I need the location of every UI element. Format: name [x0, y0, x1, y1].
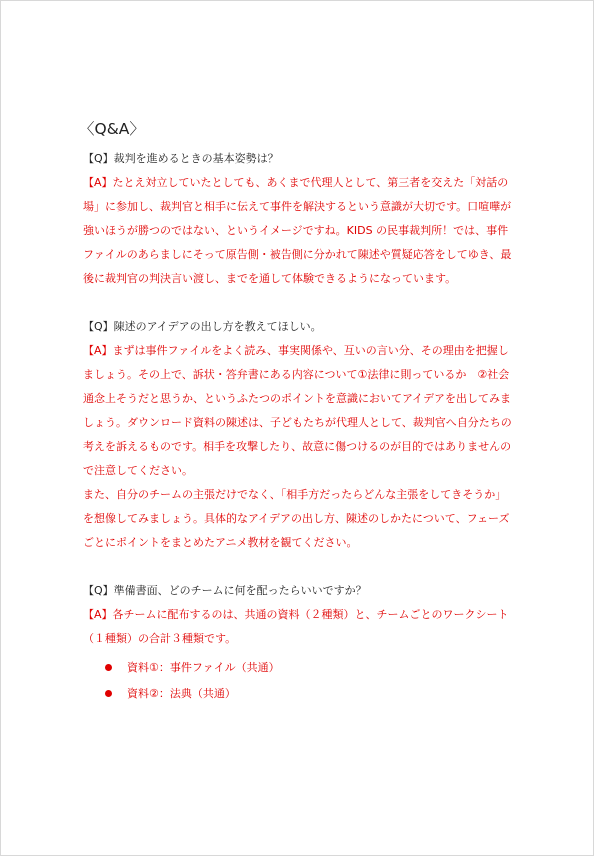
qa-block-3	[83, 579, 515, 707]
answer-2	[83, 339, 515, 555]
qa-content	[79, 119, 515, 731]
question-1: 【Q】裁判を進めるときの基本姿勢は？	[83, 152, 279, 165]
list-item	[105, 655, 515, 681]
answer-3-paragraph-1: 【A】各チームに配布するのは、共通の資料（２種類）と、チームごとのワークシート（１種類）の合計３種類です。	[83, 608, 509, 645]
qa-block-1	[83, 147, 515, 291]
list-item	[105, 681, 515, 707]
material-list	[83, 655, 515, 707]
answer-2-paragraph-1: 【A】まずは事件ファイルをよく読み、事実関係や、互いの言い分、その理由を把握しましょう。その上で、訴状・答弁書にある内容について①法律に則っているか ②社会通念上そうだと思うか、というふたつのポイントを意識においてアイデアを出してみましょう。ダウンロード資料の陳述は、子どもたちが代理人として、裁判官へ自分たちの考えを訴えるものです。相手を攻撃したり、故意に傷つけるのが目的ではありませんので注意してください。	[83, 344, 512, 477]
qa-heading: 〈Q&A〉	[79, 120, 145, 138]
qa-block-2	[83, 315, 515, 555]
answer-3	[83, 603, 515, 651]
question-3: 【Q】準備書面、どのチームに何を配ったらいいですか？	[83, 584, 367, 597]
bullet-icon	[105, 690, 112, 697]
answer-1	[83, 171, 515, 291]
bullet-icon	[105, 664, 112, 671]
question-2: 【Q】陳述のアイデアの出し方を教えてほしい。	[83, 320, 322, 333]
answer-1-paragraph-1: 【A】たとえ対立していたとしても、あくまで代理人として、第三者を交えた「対話の場」に参加し、裁判官と相手に伝えて事件を解決するという意識が大切です。口喧嘩が強いほうが勝つのではない、というイメージですね。KIDS の民事裁判所！では、事件ファイルのあらましにそって原告側・被告側に分かれて陳述や質疑応答をしてゆき、最後に裁判官の判決言い渡し、までを通して体験できるようになっています。	[83, 176, 512, 285]
list-item-label: 資料②：法典（共通）	[127, 687, 236, 700]
answer-2-paragraph-2: また、自分のチームの主張だけでなく、「相手方だったらどんな主張をしてきそうか」を想像してみましょう。具体的なアイデアの出し方、陳述のしかたについて、フェーズごとにポイントをまとめたアニメ教材を観てください。	[83, 488, 510, 549]
list-item-label: 資料①：事件ファイル（共通）	[127, 661, 280, 674]
